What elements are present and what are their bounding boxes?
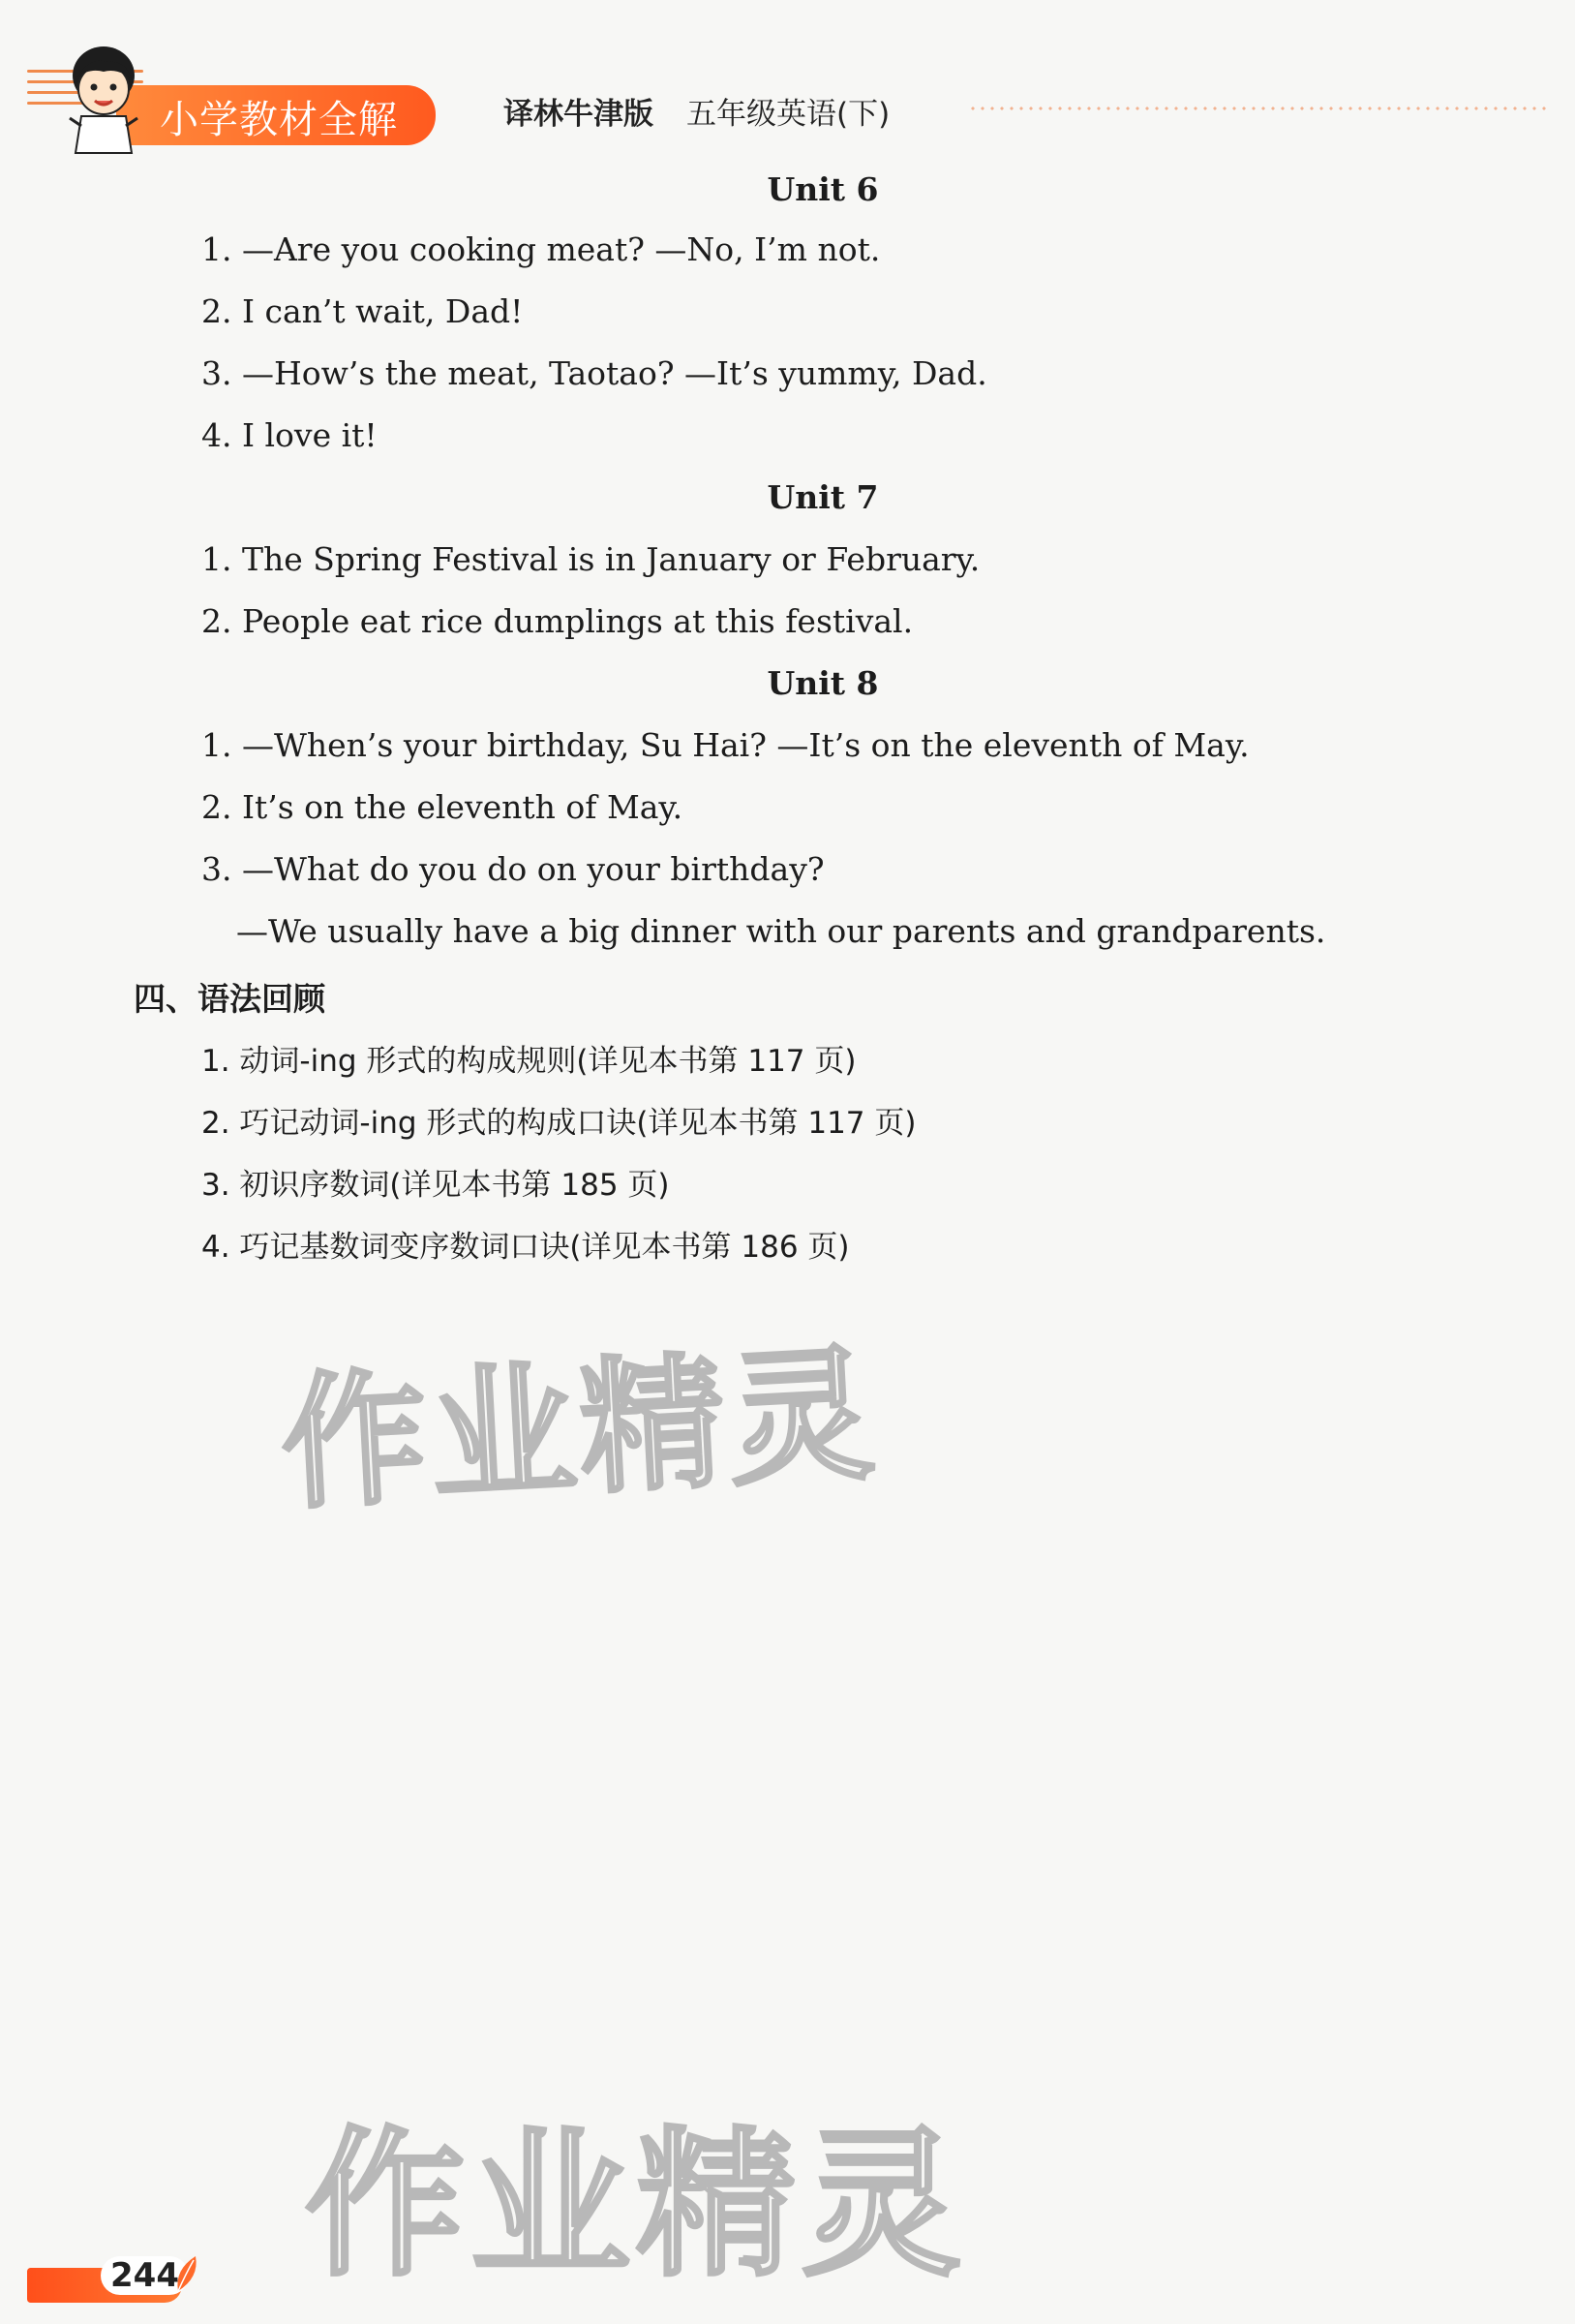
sentence-line: 1. —When’s your birthday, Su Hai? —It’s on the eleventh of May. xyxy=(201,726,1250,764)
grammar-item: 1. 动词-ing 形式的构成规则(详见本书第 117 页) xyxy=(201,1044,857,1079)
sentence-line: 3. —What do you do on your birthday? xyxy=(201,850,825,888)
sentence-line: 3. —How’s the meat, Taotao? —It’s yummy, Dad. xyxy=(201,354,987,392)
grammar-item: 3. 初识序数词(详见本书第 185 页) xyxy=(201,1168,670,1203)
book-edition: 译林牛津版 xyxy=(503,97,653,132)
brand-name: 小学教材全解 xyxy=(160,98,398,142)
boy-mascot-icon xyxy=(50,39,157,155)
sentence-line: 4. I love it! xyxy=(201,416,378,454)
book-subtitle: 五年级英语(下) xyxy=(686,97,891,132)
sentence-line: 2. People eat rice dumplings at this festival. xyxy=(201,602,914,640)
page-header xyxy=(0,0,1575,155)
header-dotted-rule xyxy=(968,107,1549,110)
sentence-line: —We usually have a big dinner with our parents and grandparents. xyxy=(236,912,1326,950)
sentence-line: 2. It’s on the eleventh of May. xyxy=(201,788,683,826)
watermark: 作业精灵 xyxy=(305,2112,967,2298)
page-number: 244 xyxy=(101,2256,189,2295)
sentence-line: 1. The Spring Festival is in January or February. xyxy=(201,540,981,578)
watermark: 作业精灵 xyxy=(277,1330,882,1530)
unit-heading: Unit 6 xyxy=(767,170,879,208)
grammar-item: 2. 巧记动词-ing 形式的构成口诀(详见本书第 117 页) xyxy=(201,1106,917,1141)
unit-heading: Unit 7 xyxy=(767,478,879,516)
unit-heading: Unit 8 xyxy=(767,664,879,702)
section-heading: 四、语法回顾 xyxy=(134,980,325,1018)
sentence-line: 2. I can’t wait, Dad! xyxy=(201,292,524,330)
book-title xyxy=(503,89,890,133)
sentence-line: 1. —Are you cooking meat? —No, I’m not. xyxy=(201,230,881,268)
leaf-icon xyxy=(172,2252,201,2295)
grammar-item: 4. 巧记基数词变序数词口诀(详见本书第 186 页) xyxy=(201,1230,850,1265)
